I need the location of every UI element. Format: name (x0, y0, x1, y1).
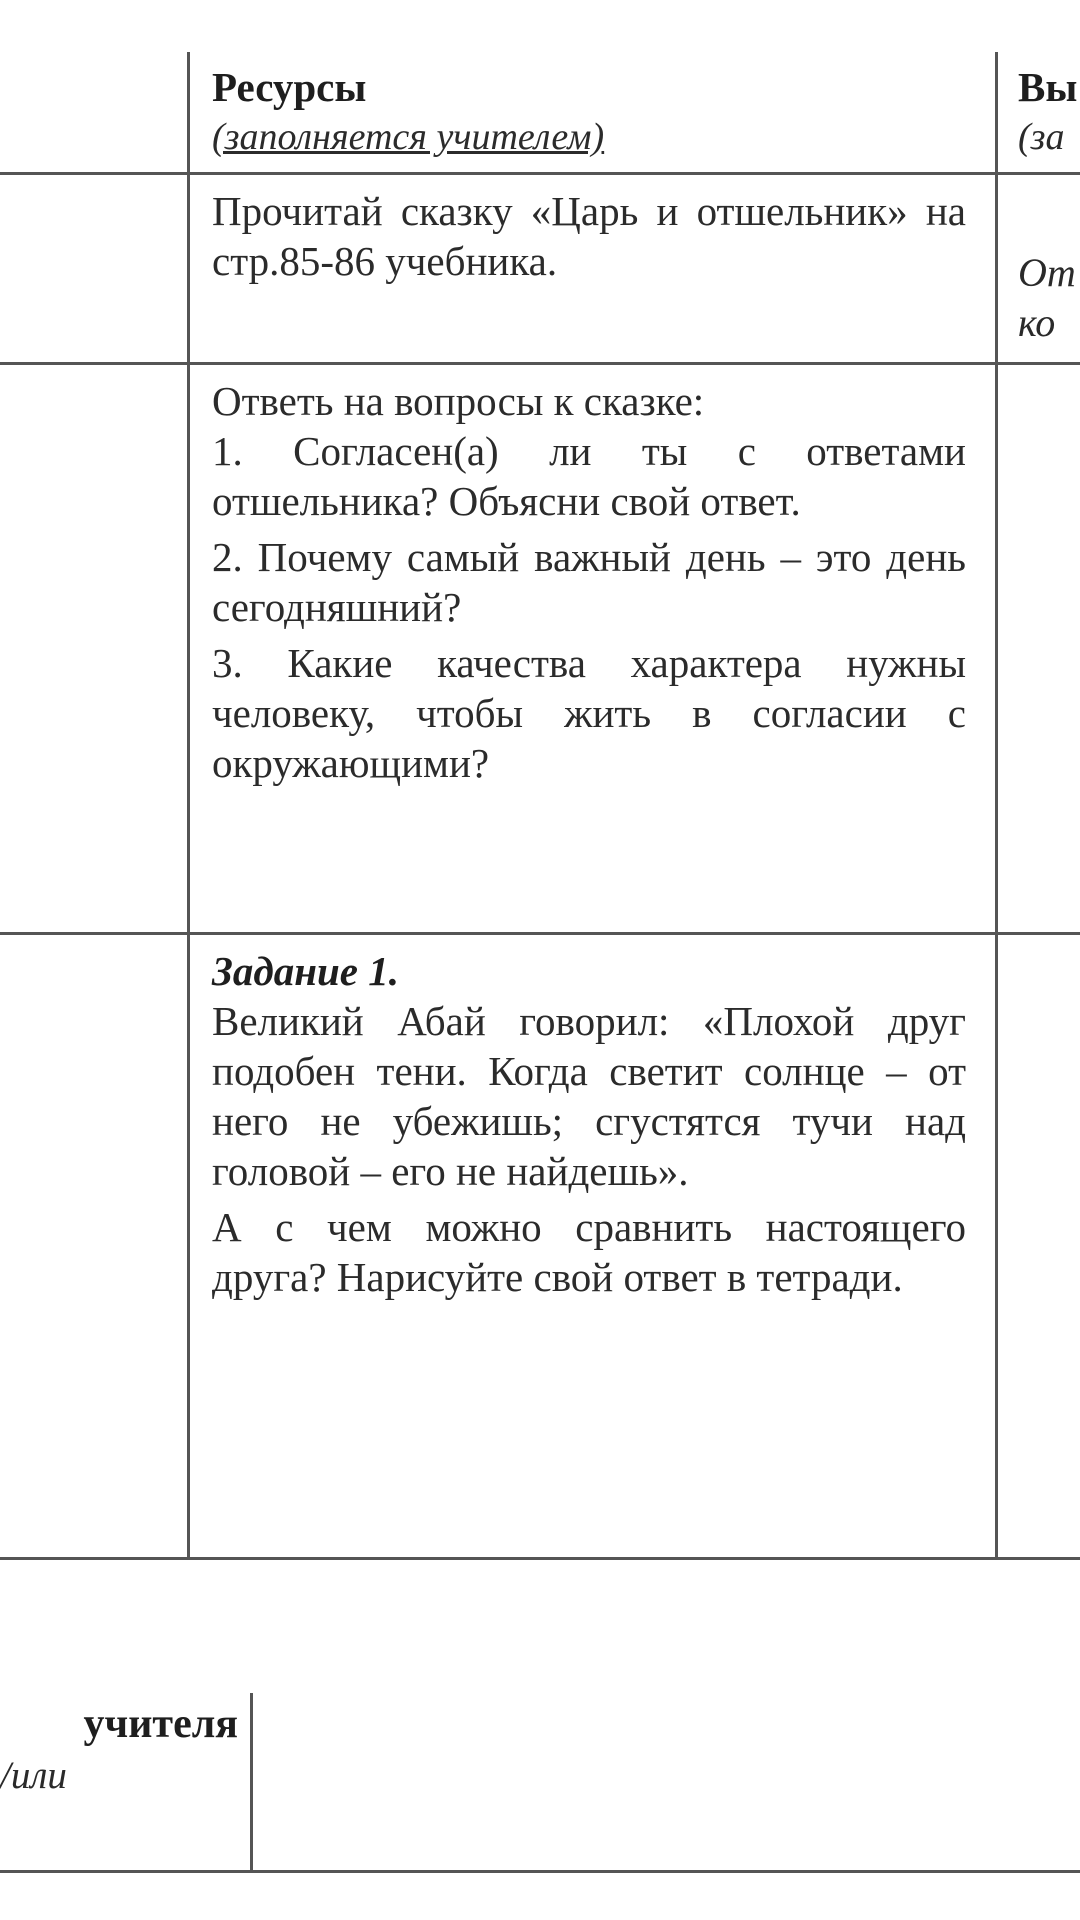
task-1-quote: Великий Абай говорил: «Плохой друг подобен тени. Когда светит солнце – от него не убежишь; сгустятся тучи над головой – его не найдешь». (212, 998, 966, 1194)
lower-label-cell (0, 1698, 238, 1802)
row-divider-1 (0, 362, 1080, 365)
task-1-prompt: А с чем можно сравнить настоящего друга? Нарисуйте свой ответ в тетради. (212, 1204, 966, 1300)
column-divider-right (995, 52, 998, 1560)
question-1: 1. Согласен(а) ли ты с ответами отшельника? Объясни свой ответ. (212, 428, 966, 524)
table-top-border (0, 172, 1080, 175)
table-bottom-border (0, 1557, 1080, 1560)
lower-note: /или (0, 1754, 67, 1797)
column-divider-left (187, 52, 190, 1560)
lower-label: учителя (83, 1701, 238, 1747)
result-cell-1 (1018, 248, 1080, 348)
reading-task-text: Прочитай сказку «Царь и отшельник» на стр.85-86 учебника. (212, 188, 966, 284)
resources-title: Ресурсы (212, 64, 367, 110)
resources-note: (заполняется учителем) (212, 116, 605, 158)
result-note: (за (1018, 116, 1065, 158)
result-title: Вы (1018, 64, 1078, 110)
question-3: 3. Какие качества характера нужны человеку, чтобы жить в согласии с окружающими? (212, 640, 966, 786)
questions-intro: Ответь на вопросы к сказке: (212, 378, 705, 424)
lower-table-bottom-border (0, 1870, 1080, 1873)
questions-cell (212, 376, 966, 788)
lower-column-divider (250, 1693, 253, 1873)
result-cell-line-2: ко (1018, 300, 1056, 345)
task-1-cell (212, 946, 966, 1302)
result-header (1018, 62, 1080, 162)
reading-task-cell (212, 186, 966, 286)
row-divider-2 (0, 932, 1080, 935)
task-1-title: Задание 1. (212, 948, 399, 994)
result-cell-line-1: От (1018, 250, 1076, 295)
question-2: 2. Почему самый важный день – это день сегодняшний? (212, 534, 966, 630)
resources-header (212, 62, 972, 162)
